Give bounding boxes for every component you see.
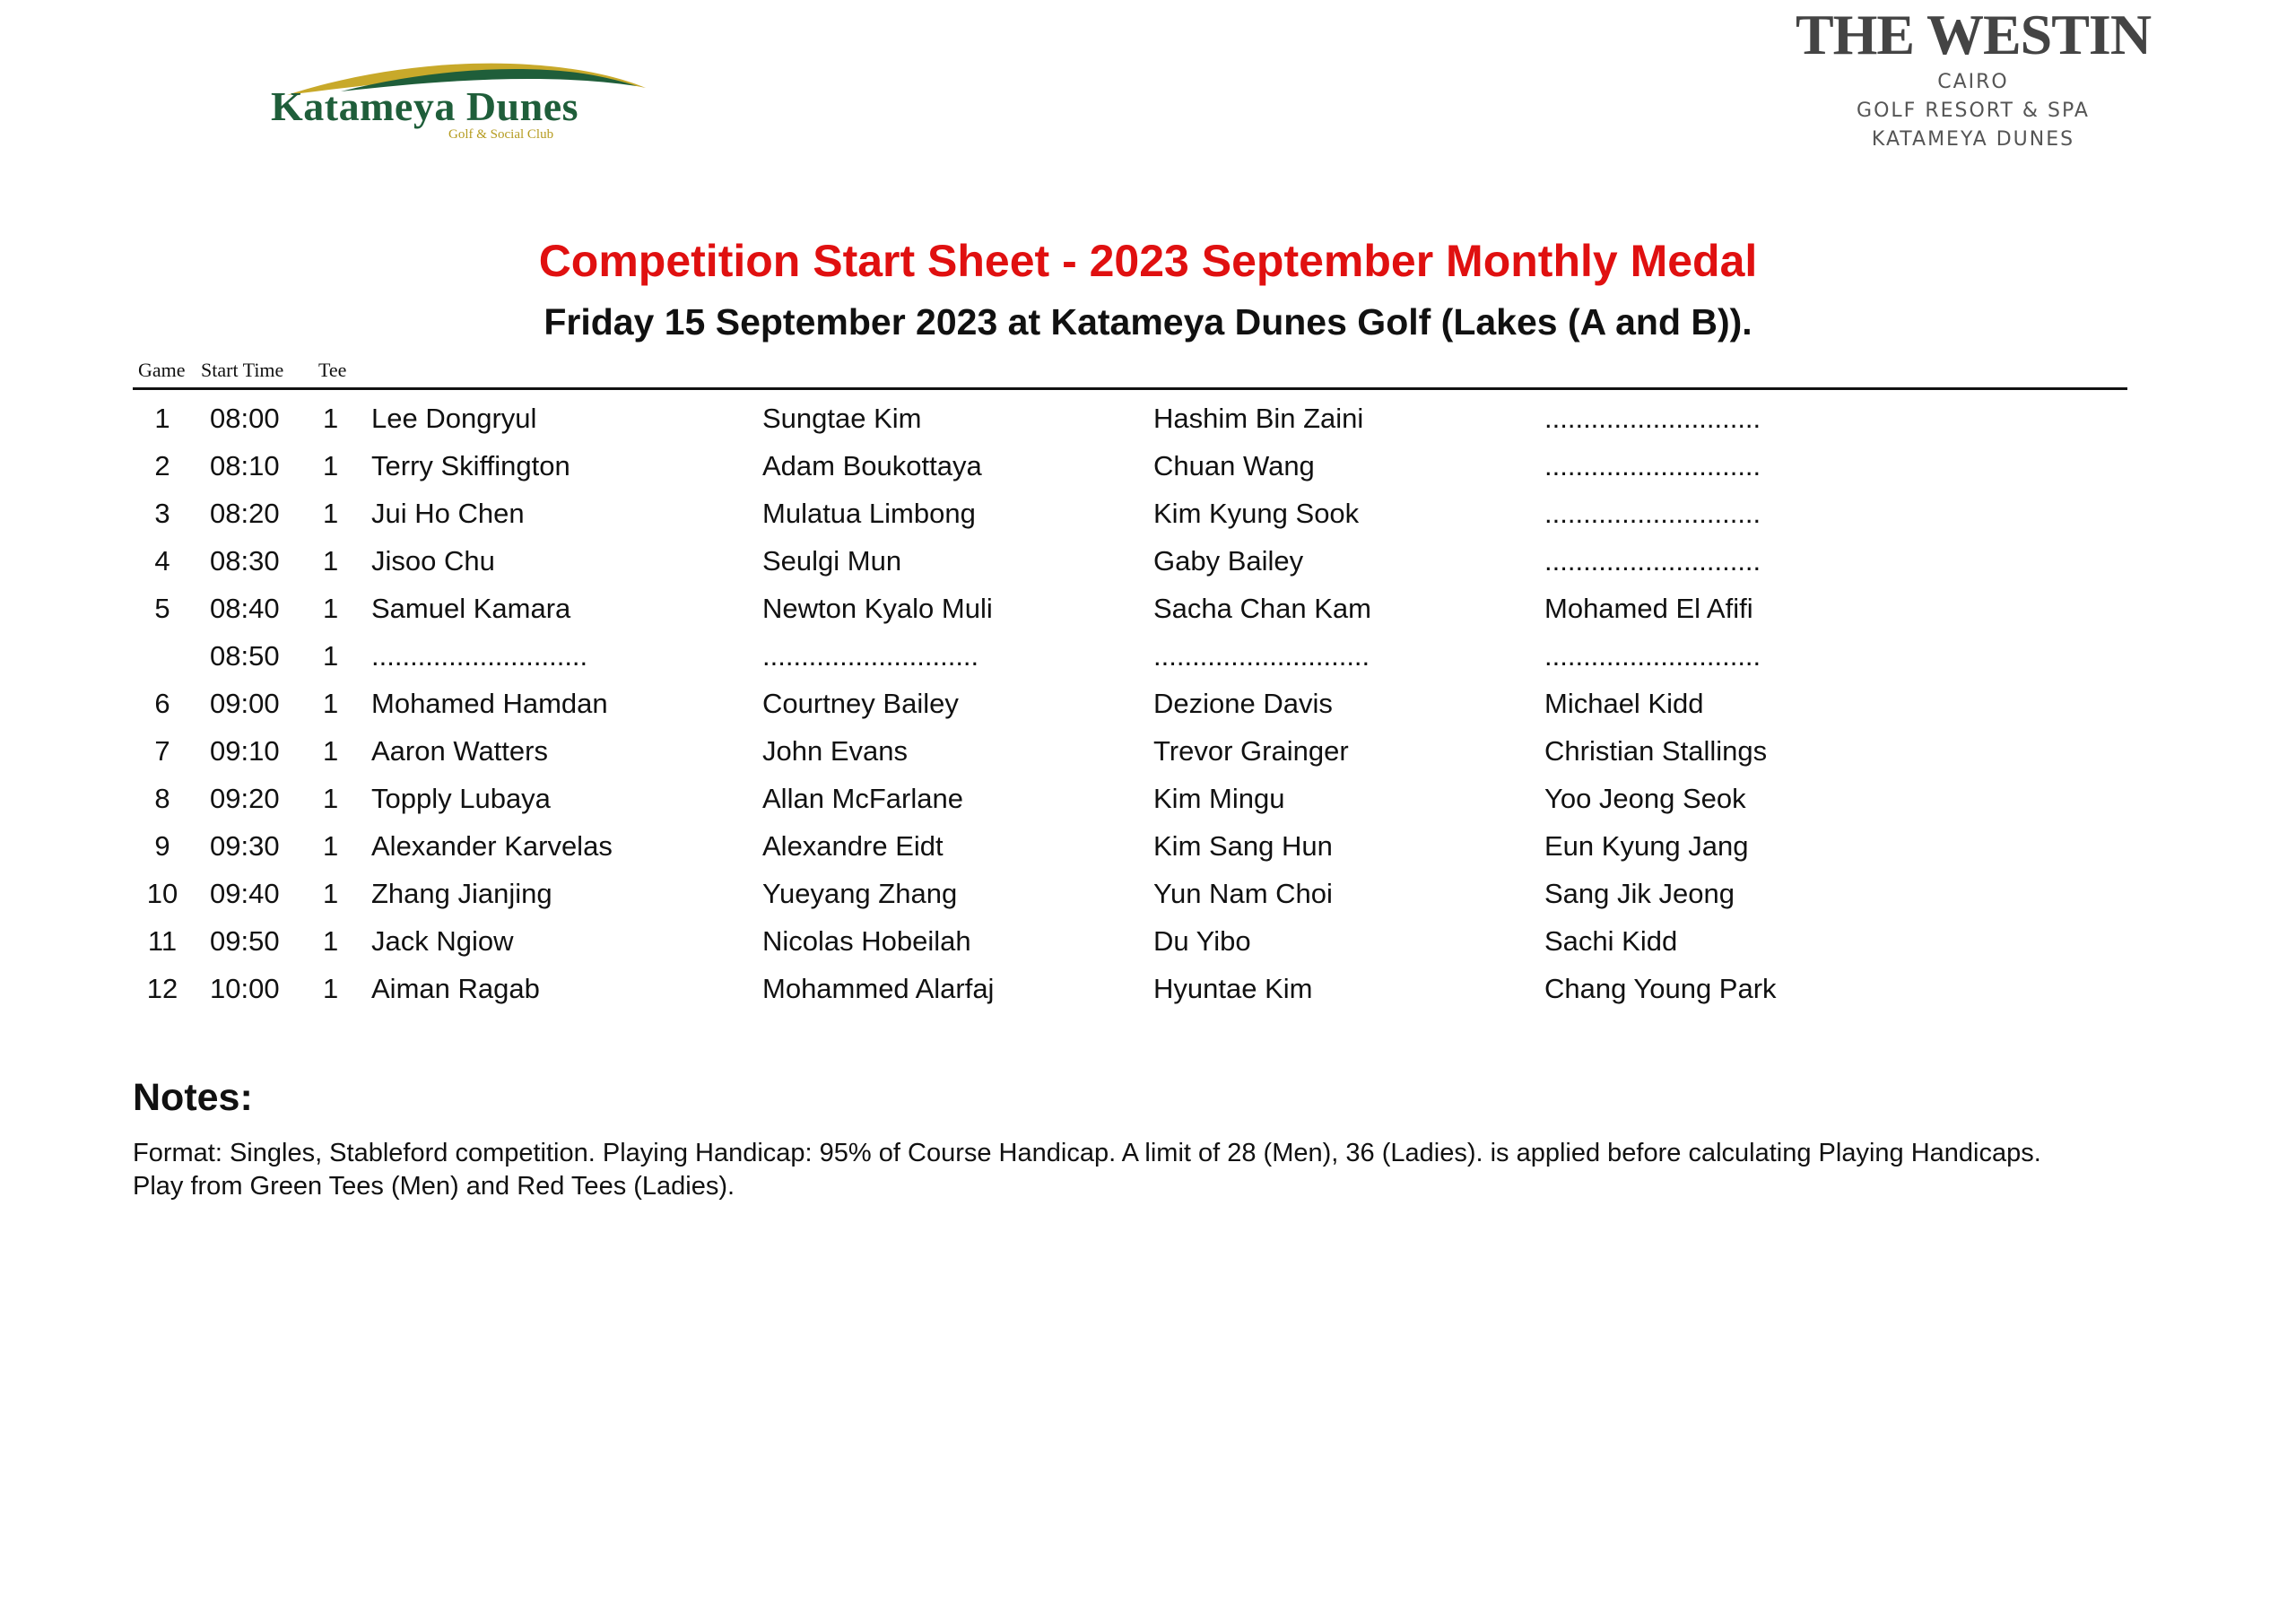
player-2: Nicolas Hobeilah <box>762 925 971 957</box>
player-1: Jui Ho Chen <box>371 498 525 529</box>
player-2: Allan McFarlane <box>762 783 963 814</box>
player-2: Sungtae Kim <box>762 403 922 434</box>
player-2: Seulgi Mun <box>762 545 902 577</box>
tee-number: 1 <box>323 593 339 624</box>
player-1: Aiman Ragab <box>371 973 540 1004</box>
player-1: Mohamed Hamdan <box>371 688 608 719</box>
player-4: Christian Stallings <box>1544 735 1768 767</box>
player-2: Newton Kyalo Muli <box>762 593 993 624</box>
player-3: Kim Mingu <box>1153 783 1285 814</box>
start-time: 09:10 <box>210 735 280 767</box>
tee-number: 1 <box>323 925 339 957</box>
player-4: ............................ <box>1544 640 1761 672</box>
table-row <box>133 632 2127 680</box>
header-tee: Tee <box>318 359 347 381</box>
player-4: Sang Jik Jeong <box>1544 878 1735 909</box>
game-number: 3 <box>154 498 170 529</box>
start-time: 09:40 <box>210 878 280 909</box>
table-row <box>133 775 2127 822</box>
player-3: Sacha Chan Kam <box>1153 593 1371 624</box>
player-4: ............................ <box>1544 450 1761 481</box>
logo-name: Katameya Dunes <box>271 83 579 129</box>
game-number: 8 <box>154 783 170 814</box>
player-4: ............................ <box>1544 403 1761 434</box>
tee-number: 1 <box>323 498 339 529</box>
westin-location: KATAMEYA DUNES <box>1871 128 2075 151</box>
player-4: Chang Young Park <box>1544 973 1777 1004</box>
player-2: Adam Boukottaya <box>762 450 982 481</box>
tee-number: 1 <box>323 688 339 719</box>
game-number: 4 <box>154 545 170 577</box>
player-4: ............................ <box>1544 545 1761 577</box>
player-2: Yueyang Zhang <box>762 878 958 909</box>
player-4: Sachi Kidd <box>1544 925 1678 957</box>
table-row <box>133 585 2127 632</box>
player-4: Yoo Jeong Seok <box>1544 783 1746 814</box>
player-3: Gaby Bailey <box>1153 545 1304 577</box>
table-row <box>133 822 2127 870</box>
player-1: Samuel Kamara <box>371 593 571 624</box>
player-1: Jisoo Chu <box>371 545 495 577</box>
notes-line: Play from Green Tees (Men) and Red Tees (Ladies). <box>133 1172 735 1201</box>
katameya-dunes-logo <box>260 56 655 141</box>
header-game: Game <box>138 359 186 381</box>
start-time: 08:20 <box>210 498 280 529</box>
game-number: 5 <box>154 593 170 624</box>
start-sheet-table <box>133 395 2127 1012</box>
player-4: Mohamed El Afifi <box>1544 593 1753 624</box>
game-number: 11 <box>147 925 178 957</box>
player-3: ............................ <box>1153 640 1370 672</box>
tee-number: 1 <box>323 783 339 814</box>
tee-number: 1 <box>323 545 339 577</box>
tee-number: 1 <box>323 640 339 672</box>
player-2: ............................ <box>762 640 979 672</box>
player-3: Trevor Grainger <box>1153 735 1349 767</box>
tee-number: 1 <box>323 878 339 909</box>
player-2: Courtney Bailey <box>762 688 959 719</box>
game-number: 9 <box>154 830 170 862</box>
tee-number: 1 <box>323 735 339 767</box>
westin-resort: GOLF RESORT & SPA <box>1857 100 2090 122</box>
notes-heading: Notes: <box>133 1076 253 1119</box>
start-time: 09:50 <box>210 925 280 957</box>
player-1: Alexander Karvelas <box>371 830 613 862</box>
logo-subtitle: Golf & Social Club <box>448 127 554 142</box>
player-1: Aaron Watters <box>371 735 548 767</box>
table-row <box>133 870 2127 917</box>
start-time: 08:00 <box>210 403 280 434</box>
player-1: Zhang Jianjing <box>371 878 552 909</box>
game-number: 6 <box>154 688 170 719</box>
notes-body <box>133 1137 2196 1203</box>
tee-number: 1 <box>323 450 339 481</box>
column-headers <box>133 359 491 386</box>
start-time: 08:10 <box>210 450 280 481</box>
player-3: Dezione Davis <box>1153 688 1333 719</box>
player-3: Kim Kyung Sook <box>1153 498 1360 529</box>
player-1: ............................ <box>371 640 588 672</box>
player-1: Lee Dongryul <box>371 403 537 434</box>
player-2: Mohammed Alarfaj <box>762 973 995 1004</box>
player-2: John Evans <box>762 735 908 767</box>
player-1: Terry Skiffington <box>371 450 570 481</box>
player-2: Alexandre Eidt <box>762 830 944 862</box>
player-3: Du Yibo <box>1153 925 1251 957</box>
player-4: Eun Kyung Jang <box>1544 830 1749 862</box>
westin-name: THE WESTIN <box>1795 3 2152 66</box>
table-row <box>133 965 2127 1012</box>
table-row <box>133 727 2127 775</box>
player-4: ............................ <box>1544 498 1761 529</box>
player-3: Hashim Bin Zaini <box>1153 403 1364 434</box>
player-3: Kim Sang Hun <box>1153 830 1333 862</box>
player-3: Chuan Wang <box>1153 450 1315 481</box>
player-1: Topply Lubaya <box>371 783 551 814</box>
game-number: 12 <box>146 973 178 1004</box>
game-number: 7 <box>154 735 170 767</box>
player-2: Mulatua Limbong <box>762 498 976 529</box>
header-start-time: Start Time <box>201 359 284 381</box>
page-title: Competition Start Sheet - 2023 September Monthly Medal <box>538 236 1758 286</box>
start-time: 09:00 <box>210 688 280 719</box>
page-subtitle: Friday 15 September 2023 at Katameya Dunes Golf (Lakes (A and B)). <box>544 301 1752 343</box>
player-4: Michael Kidd <box>1544 688 1704 719</box>
table-row <box>133 537 2127 585</box>
notes-line: Format: Singles, Stableford competition. Playing Handicap: 95% of Course Handicap. A limit of 28 (Men), 36 (Ladies). is applied before calculating Playing Handicaps. <box>133 1139 2041 1167</box>
start-time: 08:40 <box>210 593 280 624</box>
game-number: 10 <box>146 878 178 909</box>
player-3: Hyuntae Kim <box>1153 973 1313 1004</box>
tee-number: 1 <box>323 830 339 862</box>
start-time: 10:00 <box>210 973 280 1004</box>
start-time: 08:30 <box>210 545 280 577</box>
table-row <box>133 395 2127 442</box>
start-time: 08:50 <box>210 640 280 672</box>
game-number: 1 <box>154 403 170 434</box>
tee-number: 1 <box>323 403 339 434</box>
table-row <box>133 917 2127 965</box>
table-row <box>133 680 2127 727</box>
table-row <box>133 490 2127 537</box>
westin-logo <box>1785 0 2161 161</box>
start-time: 09:20 <box>210 783 280 814</box>
start-time: 09:30 <box>210 830 280 862</box>
header-divider <box>133 387 2127 390</box>
tee-number: 1 <box>323 973 339 1004</box>
table-row <box>133 442 2127 490</box>
player-3: Yun Nam Choi <box>1153 878 1333 909</box>
player-1: Jack Ngiow <box>371 925 514 957</box>
game-number: 2 <box>154 450 170 481</box>
westin-city: CAIRO <box>1937 71 2009 93</box>
